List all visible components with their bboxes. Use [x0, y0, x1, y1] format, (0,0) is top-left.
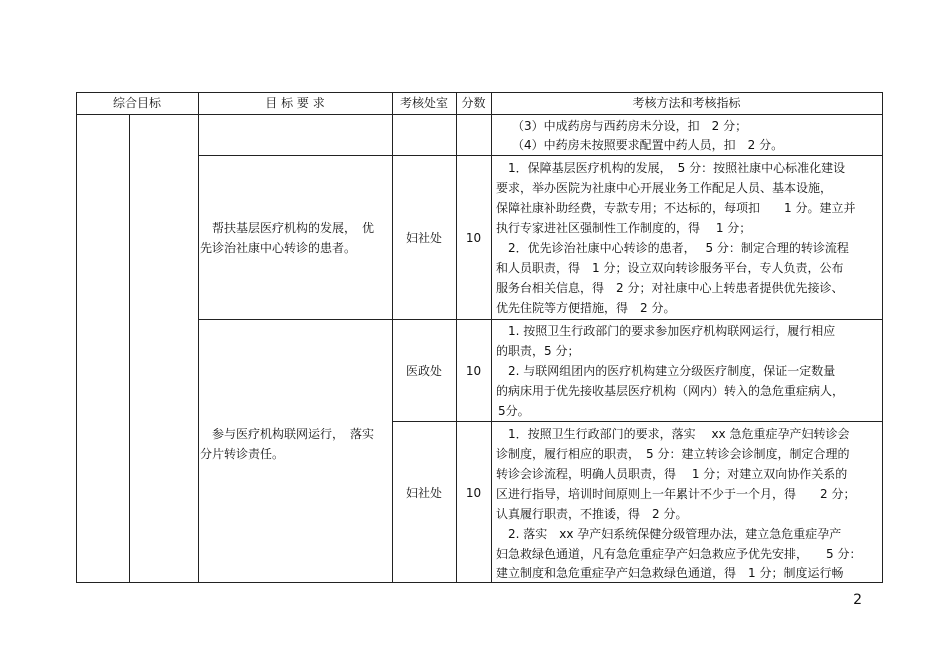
- method-line: 转诊会诊流程，明确人员职责，得 1 分；对建立双向协作关系的: [496, 467, 848, 481]
- header-method: 考核方法和考核指标: [632, 96, 741, 110]
- method-line: 优先住院等方便措施，得 2 分。: [496, 301, 676, 315]
- method-line: 保障社康补助经费，专款专用；不达标的，每项扣 1 分。建立并: [496, 201, 856, 215]
- dept-cell: 妇社处: [405, 486, 442, 500]
- requirement-right-border: [392, 92, 393, 583]
- goal-right-border: [198, 92, 199, 583]
- method-line: 建立制度和急危重症孕产妇急救绿色通道，得 1 分；制度运行畅: [496, 566, 844, 580]
- method-line: （3）中成药房与西药房未分设，扣 2 分；: [512, 119, 748, 133]
- header-goal: 综合目标: [112, 96, 161, 110]
- dept-cell: 妇社处: [405, 231, 442, 245]
- method-line: 1．保障基层医疗机构的发展， 5 分：按照社康中心标准化建设: [508, 161, 846, 175]
- score-right-border: [491, 92, 492, 583]
- method-line: 要求，举办医院为社康中心开展业务工作配足人员、基本设施，: [496, 181, 833, 195]
- score-cell: 10: [465, 231, 482, 245]
- header-bottom-border: [76, 114, 882, 115]
- goal-inner-divider: [129, 114, 130, 583]
- method-line: 1．按照卫生行政部门的要求，落实 xx 急危重症孕产妇转诊会: [508, 427, 850, 441]
- method-line: 2. 与联网组团内的医疗机构建立分级医疗制度，保证一定数量: [508, 364, 836, 378]
- method-line: （4）中药房未按照要求配置中药人员，扣 2 分。: [512, 138, 784, 152]
- method-line: 服务台相关信息，得 2 分；对社康中心上转患者提供优先接诊、: [496, 281, 844, 295]
- method-line: 妇急救绿色通道，凡有急危重症孕产妇急救应予优先安排， 5 分：: [496, 547, 862, 561]
- header-dept: 考核处室: [399, 96, 448, 110]
- dept-right-border: [456, 92, 457, 583]
- method-line: 的职责，5 分；: [496, 344, 580, 358]
- requirement-text: 帮扶基层医疗机构的发展， 优: [212, 221, 375, 235]
- method-line: 1. 按照卫生行政部门的要求参加医疗机构联网运行，履行相应: [508, 324, 836, 338]
- row-divider-2: [198, 319, 882, 320]
- header-score: 分数: [461, 96, 486, 110]
- table-left-border: [76, 92, 77, 583]
- requirement-text: 分片转诊责任。: [200, 447, 285, 461]
- method-line: 2．优先诊治社康中心转诊的患者， 5 分：制定合理的转诊流程: [508, 241, 849, 255]
- method-line: 区进行指导，培训时间原则上一年累计不少于一个月，得 2 分；: [496, 487, 856, 501]
- method-line: 的病床用于优先接收基层医疗机构（网内）转入的急危重症病人，: [496, 384, 845, 398]
- row-divider-3: [392, 421, 882, 422]
- score-cell: 10: [465, 486, 482, 500]
- method-line: 和人员职责，得 1 分；设立双向转诊服务平台，专人负责，公布: [496, 261, 844, 275]
- header-requirement: 目 标 要 求: [265, 96, 325, 110]
- page-number: 2: [853, 592, 862, 608]
- row-divider-1: [198, 155, 882, 156]
- score-cell: 10: [465, 364, 482, 378]
- requirement-text: 先诊治社康中心转诊的患者。: [200, 241, 357, 255]
- requirement-text: 参与医疗机构联网运行， 落实: [212, 427, 375, 441]
- dept-cell: 医政处: [405, 364, 442, 378]
- method-line: 执行专家进社区强制性工作制度的，得 1 分；: [496, 221, 752, 235]
- method-line: 2. 落实 xx 孕产妇系统保健分级管理办法，建立急危重症孕产: [508, 527, 842, 541]
- method-line: 诊制度，履行相应的职责， 5 分：建立转诊会诊制度，制定合理的: [496, 447, 850, 461]
- method-line: 认真履行职责，不推诿，得 2 分。: [496, 507, 688, 521]
- method-line: 5分。: [498, 404, 530, 418]
- table-right-border: [882, 92, 883, 583]
